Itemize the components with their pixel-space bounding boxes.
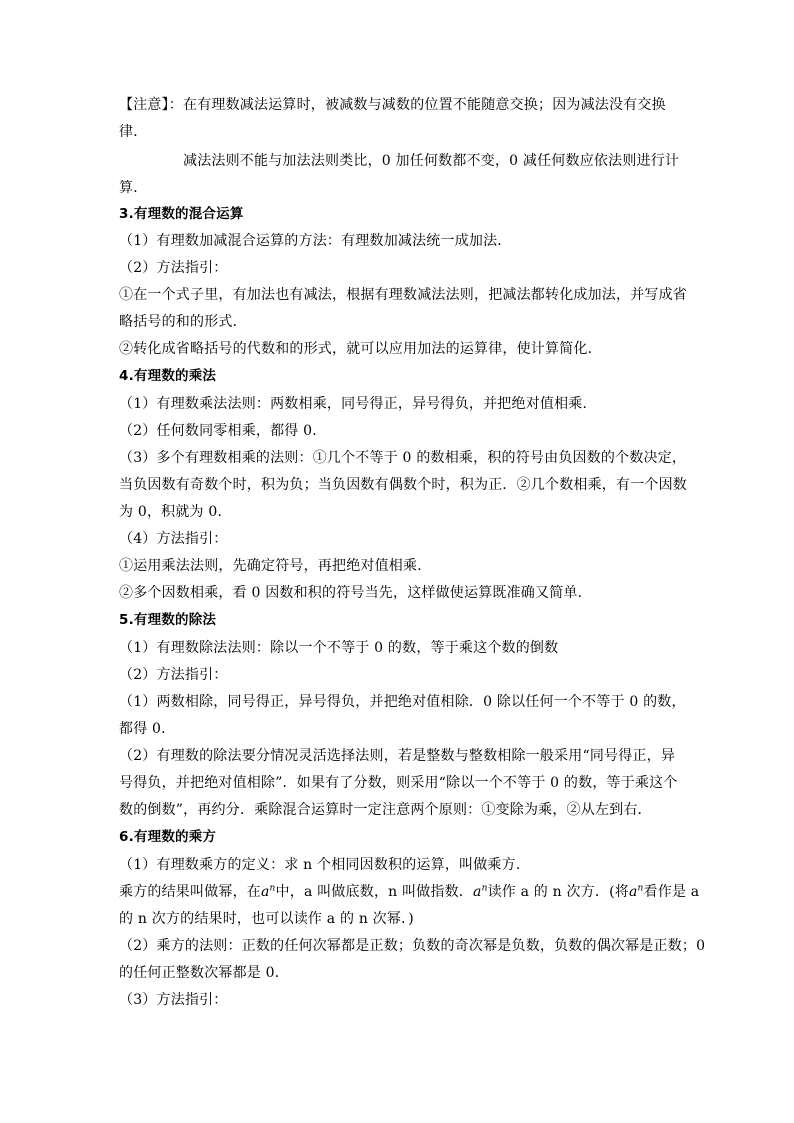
section-6-paragraph: 的任何正整数次幂都是 0． — [119, 965, 289, 981]
note-line-2: 律． — [119, 124, 148, 140]
math-base: a — [629, 884, 638, 900]
section-4-paragraph: 为 0，积就为 0． — [119, 504, 232, 520]
section-6-paragraph: （1）有理数乘方的定义：求 n 个相同因数积的运算，叫做乘方． — [119, 857, 531, 873]
section-3-paragraph: 略括号的和的形式． — [119, 314, 247, 330]
section-5-paragraph: （1）有理数除法法则：除以一个不等于 0 的数，等于乘这个数的倒数 — [119, 640, 559, 656]
section-4-paragraph: （1）有理数乘法法则：两数相乘，同号得正，异号得负，并把绝对值相乘． — [119, 396, 597, 412]
section-5-paragraph: （2）有理数的除法要分情况灵活选择法则，若是整数与整数相除一般采用“同号得正，异 — [119, 748, 676, 764]
section-6-heading: 6.有理数的乘方 — [119, 829, 217, 845]
math-exponent: n — [269, 883, 276, 894]
math-exponent: n — [637, 883, 644, 894]
math-base: a — [261, 884, 270, 900]
note-line-1: 【注意】：在有理数减法运算时，被减数与减数的位置不能随意交换；因为减法没有交换 — [119, 97, 666, 113]
section-4-paragraph: （4）方法指引： — [119, 531, 228, 547]
math-exponent: n — [481, 883, 488, 894]
section-3-heading: 3.有理数的混合运算 — [119, 206, 244, 222]
section-5-paragraph: 数的倒数”，再约分．乘除混合运算时一定注意两个原则：①变除为乘，②从左到右． — [119, 802, 652, 818]
note-line-4: 算． — [119, 180, 148, 196]
section-4-paragraph: ①运用乘法法则，先确定符号，再把绝对值相乘． — [119, 558, 432, 574]
text-span: 乘方的结果叫做幂，在 — [119, 884, 261, 900]
section-5-paragraph: 号得负，并把绝对值相除”．如果有了分数，则采用“除以一个不等于 0 的数，等于乘这个 — [119, 775, 678, 791]
section-4-paragraph: （3）多个有理数相乘的法则：①几个不等于 0 的数相乘，积的符号由负因数的个数决定， — [119, 450, 687, 466]
text-span: 读作 a 的 n 次方．(将 — [487, 884, 629, 900]
section-6-paragraph: （3）方法指引： — [119, 992, 228, 1008]
text-span: 看作是 a — [643, 884, 700, 900]
section-4-paragraph: 当负因数有奇数个时，积为负；当负因数有偶数个时，积为正．②几个数相乘，有一个因数 — [119, 477, 687, 493]
math-base: a — [473, 884, 482, 900]
section-4-paragraph: （2）任何数同零相乘，都得 0． — [119, 423, 327, 439]
text-span: 中，a 叫做底数，n 叫做指数． — [275, 884, 474, 900]
section-5-paragraph: （2）方法指引： — [119, 667, 228, 683]
section-3-paragraph: ②转化成省略括号的代数和的形式，就可以应用加法的运算律，使计算简化． — [119, 341, 602, 357]
section-3-paragraph: ①在一个式子里，有加法也有减法，根据有理数减法法则，把减法都转化成加法，并写成省 — [119, 287, 687, 303]
note-line-3: 减法法则不能与加法法则类比，0 加任何数都不变，0 减任何数应依法则进行计 — [183, 153, 680, 169]
section-6-paragraph — [119, 882, 700, 902]
section-3-paragraph: （2）方法指引： — [119, 260, 228, 276]
section-5-paragraph: （1）两数相除，同号得正，异号得负，并把绝对值相除．0 除以任何一个不等于 0 的数， — [119, 694, 686, 710]
section-6-paragraph: （2）乘方的法则：正数的任何次幂都是正数；负数的奇次幂是负数，负数的偶次幂是正数；0 — [119, 938, 706, 954]
section-5-paragraph: 都得 0． — [119, 721, 176, 737]
section-3-paragraph: （1）有理数加减混合运算的方法：有理数加减法统一成加法． — [119, 233, 512, 249]
section-5-heading: 5.有理数的除法 — [119, 612, 217, 628]
section-4-heading: 4.有理数的乘法 — [119, 368, 217, 384]
section-6-paragraph: 的 n 次方的结果时，也可以读作 a 的 n 次幂．) — [119, 911, 414, 927]
section-4-paragraph: ②多个因数相乘，看 0 因数和积的符号当先，这样做使运算既准确又简单． — [119, 585, 592, 601]
